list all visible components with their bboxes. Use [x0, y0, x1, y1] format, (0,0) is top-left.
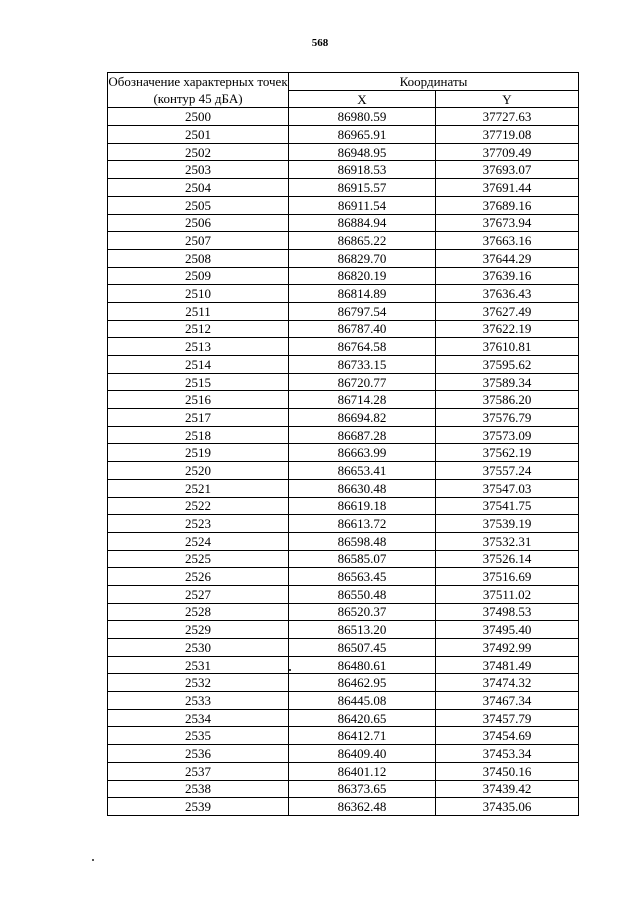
cell-y: 37709.49	[436, 143, 579, 161]
cell-x: 86694.82	[289, 409, 436, 427]
cell-x: 86462.95	[289, 674, 436, 692]
cell-point-id: 2511	[108, 302, 289, 320]
page-number: 568	[311, 37, 329, 49]
cell-x: 86915.57	[289, 179, 436, 197]
cell-point-id: 2533	[108, 692, 289, 710]
cell-point-id: 2524	[108, 532, 289, 550]
table-row	[108, 603, 579, 621]
cell-y: 37693.07	[436, 161, 579, 179]
cell-y: 37516.69	[436, 568, 579, 586]
table-row	[108, 320, 579, 338]
table-row	[108, 745, 579, 763]
table-row	[108, 462, 579, 480]
table-row	[108, 302, 579, 320]
cell-point-id: 2532	[108, 674, 289, 692]
cell-y: 37644.29	[436, 249, 579, 267]
table-row	[108, 585, 579, 603]
cell-point-id: 2527	[108, 585, 289, 603]
cell-x: 86764.58	[289, 338, 436, 356]
cell-point-id: 2525	[108, 550, 289, 568]
cell-point-id: 2505	[108, 196, 289, 214]
cell-x: 86598.48	[289, 532, 436, 550]
table-row	[108, 373, 579, 391]
cell-point-id: 2522	[108, 497, 289, 515]
table-row	[108, 285, 579, 303]
cell-y: 37467.34	[436, 692, 579, 710]
cell-point-id: 2509	[108, 267, 289, 285]
cell-x: 86980.59	[289, 108, 436, 126]
cell-point-id: 2519	[108, 444, 289, 462]
cell-y: 37573.09	[436, 426, 579, 444]
cell-y: 37539.19	[436, 515, 579, 533]
cell-point-id: 2516	[108, 391, 289, 409]
cell-y: 37498.53	[436, 603, 579, 621]
cell-x: 86563.45	[289, 568, 436, 586]
cell-y: 37457.79	[436, 709, 579, 727]
cell-point-id: 2508	[108, 249, 289, 267]
table-row	[108, 515, 579, 533]
cell-y: 37495.40	[436, 621, 579, 639]
cell-y: 37450.16	[436, 762, 579, 780]
header-x: X	[289, 90, 436, 108]
cell-y: 37526.14	[436, 550, 579, 568]
coordinates-table	[107, 72, 579, 816]
cell-y: 37474.32	[436, 674, 579, 692]
table-row	[108, 161, 579, 179]
table-row	[108, 497, 579, 515]
cell-point-id: 2507	[108, 232, 289, 250]
table-row	[108, 727, 579, 745]
cell-x: 86948.95	[289, 143, 436, 161]
cell-y: 37586.20	[436, 391, 579, 409]
cell-y: 37481.49	[436, 656, 579, 674]
header-point-designation: Обозначение характерных точек (контур 45 дБА)	[108, 74, 288, 107]
table-row	[108, 249, 579, 267]
cell-x: 86797.54	[289, 302, 436, 320]
cell-point-id: 2536	[108, 745, 289, 763]
cell-y: 37453.34	[436, 745, 579, 763]
cell-y: 37435.06	[436, 798, 579, 816]
cell-point-id: 2513	[108, 338, 289, 356]
cell-y: 37627.49	[436, 302, 579, 320]
cell-x: 86630.48	[289, 479, 436, 497]
cell-x: 86820.19	[289, 267, 436, 285]
cell-point-id: 2528	[108, 603, 289, 621]
cell-x: 86613.72	[289, 515, 436, 533]
table-body	[108, 108, 579, 816]
table-header-row	[108, 73, 579, 91]
cell-point-id: 2529	[108, 621, 289, 639]
cell-point-id: 2534	[108, 709, 289, 727]
cell-y: 37622.19	[436, 320, 579, 338]
cell-point-id: 2531	[108, 656, 289, 674]
table-row	[108, 444, 579, 462]
cell-y: 37610.81	[436, 338, 579, 356]
table-row	[108, 798, 579, 816]
cell-point-id: 2538	[108, 780, 289, 798]
table-row	[108, 391, 579, 409]
table-row	[108, 656, 579, 674]
cell-point-id: 2504	[108, 179, 289, 197]
cell-x: 86687.28	[289, 426, 436, 444]
cell-y: 37663.16	[436, 232, 579, 250]
header-y: Y	[436, 90, 579, 108]
cell-point-id: 2535	[108, 727, 289, 745]
cell-y: 37689.16	[436, 196, 579, 214]
table-row	[108, 479, 579, 497]
cell-y: 37589.34	[436, 373, 579, 391]
cell-x: 86733.15	[289, 356, 436, 374]
cell-point-id: 2539	[108, 798, 289, 816]
cell-point-id: 2526	[108, 568, 289, 586]
cell-x: 86412.71	[289, 727, 436, 745]
table-row	[108, 550, 579, 568]
header-coordinates: Координаты	[289, 73, 579, 91]
stray-dot-mark	[289, 669, 291, 671]
table-row	[108, 621, 579, 639]
cell-point-id: 2517	[108, 409, 289, 427]
cell-point-id: 2506	[108, 214, 289, 232]
cell-point-id: 2520	[108, 462, 289, 480]
table-row	[108, 426, 579, 444]
cell-y: 37511.02	[436, 585, 579, 603]
cell-point-id: 2512	[108, 320, 289, 338]
table-row	[108, 409, 579, 427]
cell-x: 86619.18	[289, 497, 436, 515]
cell-point-id: 2530	[108, 639, 289, 657]
table-row	[108, 179, 579, 197]
cell-x: 86663.99	[289, 444, 436, 462]
cell-x: 86918.53	[289, 161, 436, 179]
cell-x: 86373.65	[289, 780, 436, 798]
cell-x: 86814.89	[289, 285, 436, 303]
cell-y: 37492.99	[436, 639, 579, 657]
table-row	[108, 762, 579, 780]
cell-y: 37576.79	[436, 409, 579, 427]
cell-y: 37439.42	[436, 780, 579, 798]
cell-x: 86409.40	[289, 745, 436, 763]
cell-x: 86480.61	[289, 656, 436, 674]
cell-x: 86653.41	[289, 462, 436, 480]
cell-point-id: 2537	[108, 762, 289, 780]
cell-point-id: 2502	[108, 143, 289, 161]
table-row	[108, 338, 579, 356]
cell-x: 86720.77	[289, 373, 436, 391]
cell-x: 86787.40	[289, 320, 436, 338]
table-row	[108, 639, 579, 657]
table-row	[108, 143, 579, 161]
table-row	[108, 674, 579, 692]
corner-mark	[92, 859, 94, 861]
table-row	[108, 532, 579, 550]
table-row	[108, 232, 579, 250]
cell-x: 86714.28	[289, 391, 436, 409]
cell-y: 37691.44	[436, 179, 579, 197]
cell-y: 37673.94	[436, 214, 579, 232]
table-row	[108, 356, 579, 374]
cell-x: 86884.94	[289, 214, 436, 232]
table-row	[108, 267, 579, 285]
cell-x: 86585.07	[289, 550, 436, 568]
cell-y: 37595.62	[436, 356, 579, 374]
table-row	[108, 126, 579, 144]
cell-x: 86513.20	[289, 621, 436, 639]
cell-y: 37532.31	[436, 532, 579, 550]
cell-point-id: 2503	[108, 161, 289, 179]
cell-y: 37639.16	[436, 267, 579, 285]
table-row	[108, 709, 579, 727]
cell-point-id: 2501	[108, 126, 289, 144]
cell-y: 37727.63	[436, 108, 579, 126]
table-row	[108, 568, 579, 586]
cell-y: 37547.03	[436, 479, 579, 497]
cell-x: 86420.65	[289, 709, 436, 727]
cell-y: 37557.24	[436, 462, 579, 480]
cell-x: 86911.54	[289, 196, 436, 214]
cell-x: 86829.70	[289, 249, 436, 267]
cell-y: 37636.43	[436, 285, 579, 303]
cell-y: 37562.19	[436, 444, 579, 462]
cell-y: 37719.08	[436, 126, 579, 144]
cell-x: 86520.37	[289, 603, 436, 621]
cell-x: 86362.48	[289, 798, 436, 816]
table-row	[108, 780, 579, 798]
cell-x: 86401.12	[289, 762, 436, 780]
cell-point-id: 2521	[108, 479, 289, 497]
cell-x: 86550.48	[289, 585, 436, 603]
table-row	[108, 108, 579, 126]
cell-y: 37541.75	[436, 497, 579, 515]
cell-point-id: 2500	[108, 108, 289, 126]
cell-x: 86507.45	[289, 639, 436, 657]
cell-x: 86865.22	[289, 232, 436, 250]
cell-x: 86965.91	[289, 126, 436, 144]
table-row	[108, 214, 579, 232]
cell-point-id: 2518	[108, 426, 289, 444]
cell-point-id: 2514	[108, 356, 289, 374]
cell-x: 86445.08	[289, 692, 436, 710]
table-row	[108, 692, 579, 710]
table-row	[108, 196, 579, 214]
cell-y: 37454.69	[436, 727, 579, 745]
cell-point-id: 2510	[108, 285, 289, 303]
cell-point-id: 2523	[108, 515, 289, 533]
cell-point-id: 2515	[108, 373, 289, 391]
